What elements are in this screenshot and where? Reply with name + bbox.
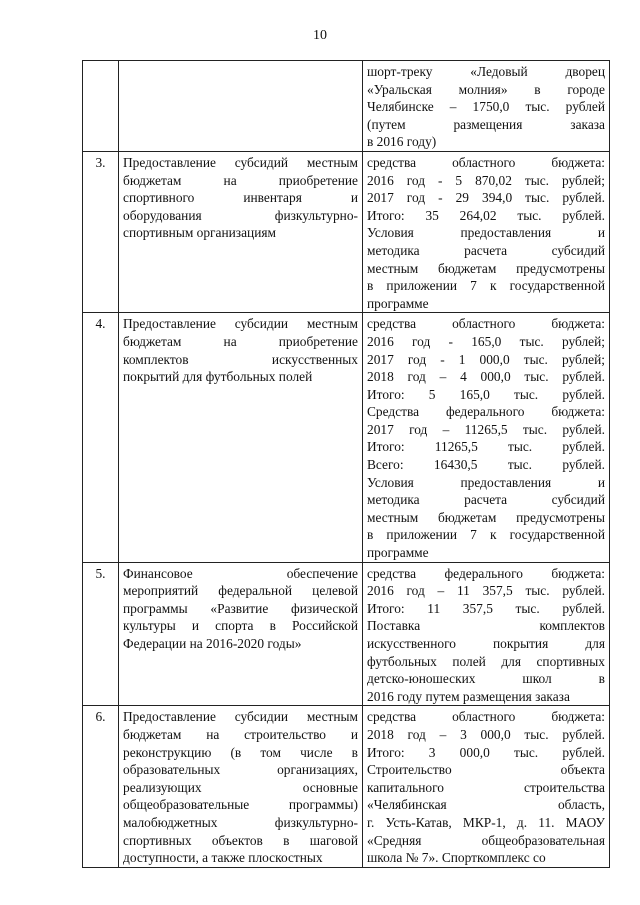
measure-name-line: мероприятий федеральной целевой <box>123 583 358 599</box>
measure-name-line: спортивного инвентаря и <box>123 190 358 206</box>
row-number: 3. <box>83 151 119 312</box>
funding-details-line: школа № 7». Спорткомплекс со <box>367 850 546 866</box>
measures-table <box>82 60 610 868</box>
funding-details-line: «Челябинская область, <box>367 797 605 813</box>
funding-details-line: 2016 году путем размещения заказа <box>367 688 570 704</box>
measure-name-line: программы «Развитие физической <box>123 600 358 616</box>
funding-details-line: в приложении 7 к государственной <box>367 278 605 294</box>
funding-details-line: программе <box>367 545 429 561</box>
measure-name <box>119 562 363 706</box>
table-row <box>83 61 610 152</box>
funding-details-line: программе <box>367 295 429 311</box>
funding-details-line: 2016 год - 165,0 тыс. рублей; <box>367 333 605 349</box>
funding-details-line: 2017 год - 29 394,0 тыс. рублей. <box>367 190 605 206</box>
measure-name-line: Финансовое обеспечение <box>123 565 358 581</box>
funding-details-line: «Средняя общеобразовательная <box>367 832 605 848</box>
funding-details-line: в приложении 7 к государственной <box>367 527 605 543</box>
funding-details-line: Поставка комплектов <box>367 618 605 634</box>
funding-details <box>363 706 610 867</box>
measure-name-line: оборудования физкультурно- <box>123 207 358 223</box>
funding-details-line: Итого: 11265,5 тыс. рублей. <box>367 439 605 455</box>
measure-name-line: комплектов искусственных <box>123 351 358 367</box>
funding-details-line: 2017 год - 1 000,0 тыс. рублей; <box>367 351 605 367</box>
funding-details-line: искусственного покрытия для <box>367 636 605 651</box>
row-number: 4. <box>83 313 119 562</box>
row-number: 5. <box>83 562 119 706</box>
measure-name-line: Предоставление субсидии местным <box>123 316 358 332</box>
funding-details <box>363 61 610 152</box>
funding-details-line: 2018 год – 4 000,0 тыс. рублей. <box>367 369 605 385</box>
funding-details <box>363 313 610 562</box>
measure-name-line: Предоставление субсидий местным <box>123 154 358 170</box>
table-body <box>83 61 610 868</box>
measure-name-line: общеобразовательные программы) <box>123 797 358 813</box>
funding-details-line: «Уральская молния» в городе <box>367 81 605 97</box>
row-number: 6. <box>83 706 119 867</box>
funding-details-line: шорт-треку «Ледовый дворец <box>367 64 605 79</box>
funding-details-line: Всего: 16430,5 тыс. рублей. <box>367 457 605 473</box>
measure-name-line: Предоставление субсидии местным <box>123 709 358 725</box>
measure-name-line: доступности, а также плоскостных <box>123 850 323 866</box>
funding-details-line: 2016 год - 5 870,02 тыс. рублей; <box>367 172 605 188</box>
funding-details-line: Условия предоставления и <box>367 474 605 490</box>
funding-details-line: методика расчета субсидий <box>367 242 605 258</box>
measure-name-line: реализующих основные <box>123 779 358 795</box>
funding-details-line: 2016 год – 11 357,5 тыс. рублей. <box>367 583 605 599</box>
funding-details-line: в 2016 году) <box>367 134 437 150</box>
funding-details-line: Итого: 11 357,5 тыс. рублей. <box>367 600 605 616</box>
funding-details <box>363 562 610 706</box>
measure-name-line: бюджетам на строительство и <box>123 726 358 742</box>
row-number <box>83 61 119 152</box>
measure-name-line: малобюджетных физкультурно- <box>123 814 358 830</box>
funding-details-line: Условия предоставления и <box>367 225 605 241</box>
funding-details-line: футбольных полей для спортивных <box>367 653 605 669</box>
funding-details-line: местным бюджетам предусмотрены <box>367 509 605 525</box>
funding-details-line: (путем размещения заказа <box>367 116 605 132</box>
funding-details-line: 2018 год – 3 000,0 тыс. рублей. <box>367 726 605 742</box>
table-row <box>83 706 610 867</box>
measure-name-line: образовательных организациях, <box>123 762 358 778</box>
funding-details-line: г. Усть-Катав, МКР-1, д. 11. МАОУ <box>367 814 605 830</box>
funding-details-line: Средства федерального бюджета: <box>367 404 605 420</box>
funding-details-line: капитального строительства <box>367 779 605 795</box>
measure-name <box>119 151 363 312</box>
page-number: 10 <box>313 28 327 43</box>
funding-details-line: Строительство объекта <box>367 762 605 778</box>
measure-name-line: покрытий для футбольных полей <box>123 369 313 385</box>
table-row <box>83 151 610 312</box>
measure-name-line: реконструкцию (в том числе в <box>123 744 358 760</box>
funding-details-line: средства областного бюджета: <box>367 316 605 332</box>
funding-details-line: местным бюджетам предусмотрены <box>367 260 605 276</box>
funding-details <box>363 151 610 312</box>
funding-details-line: Итого: 3 000,0 тыс. рублей. <box>367 744 605 760</box>
measure-name-line: Федерации на 2016-2020 годы» <box>123 636 302 651</box>
funding-details-line: методика расчета субсидий <box>367 492 605 508</box>
funding-details-line: средства федерального бюджета: <box>367 565 605 581</box>
measure-name-line: культуры и спорта в Российской <box>123 618 358 634</box>
table-row <box>83 313 610 562</box>
funding-details-line: средства областного бюджета: <box>367 154 605 170</box>
measure-name-line: спортивных объектов в шаговой <box>123 832 358 848</box>
funding-details-line: детско-юношеских школ в <box>367 671 605 687</box>
measure-name-line: спортивным организациям <box>123 225 277 241</box>
measure-name <box>119 313 363 562</box>
measure-name <box>119 706 363 867</box>
funding-details-line: Челябинске – 1750,0 тыс. рублей <box>367 99 605 115</box>
measure-name-line: бюджетам на приобретение <box>123 172 358 188</box>
funding-details-line: 2017 год – 11265,5 тыс. рублей. <box>367 421 605 437</box>
measure-name-line: бюджетам на приобретение <box>123 333 358 349</box>
funding-details-line: Итого: 5 165,0 тыс. рублей. <box>367 386 605 402</box>
table-row <box>83 562 610 706</box>
funding-details-line: средства областного бюджета: <box>367 709 605 725</box>
measure-name <box>119 61 363 152</box>
funding-details-line: Итого: 35 264,02 тыс. рублей. <box>367 207 605 223</box>
